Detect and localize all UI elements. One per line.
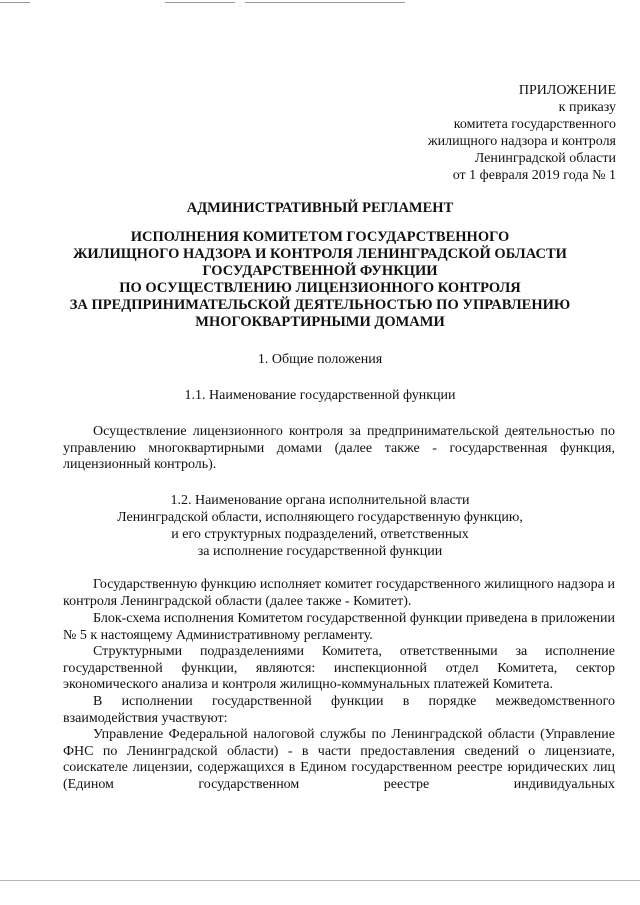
subtitle-line: ГОСУДАРСТВЕННОЙ ФУНКЦИИ bbox=[202, 263, 438, 279]
appendix-line: к приказу bbox=[558, 100, 616, 115]
appendix-line: ПРИЛОЖЕНИЕ bbox=[518, 83, 616, 98]
section-heading-line: и его структурных подразделений, ответственных bbox=[171, 527, 469, 542]
subtitle-line: ИСПОЛНЕНИЯ КОМИТЕТОМ ГОСУДАРСТВЕННОГО bbox=[130, 229, 510, 245]
section-heading-line: 1.2. Наименование органа исполнительной власти bbox=[170, 493, 470, 508]
section-heading-line: Ленинградской области, исполняющего государственную функцию, bbox=[117, 510, 523, 525]
section-heading-line: за исполнение государственной функции bbox=[197, 544, 443, 559]
scan-edge-line bbox=[245, 2, 405, 3]
document-subtitle bbox=[30, 229, 610, 331]
section-heading-1-2 bbox=[30, 492, 610, 560]
appendix-line: жилищного надзора и контроля bbox=[427, 134, 616, 149]
paragraph-function-name: Осуществление лицензионного контроля за предпринимательской деятельностью по управлению многоквартирными домами (далее также - государственная функция, лицензионный контроль). bbox=[63, 424, 615, 473]
subtitle-line: МНОГОКВАРТИРНЫМИ ДОМАМИ bbox=[195, 314, 445, 330]
document-title: АДМИНИСТРАТИВНЫЙ РЕГЛАМЕНТ bbox=[186, 200, 454, 216]
section-heading-1 bbox=[30, 351, 610, 368]
paragraph-fns: Управление Федеральной налоговой службы по Ленинградской области (Управление ФНС по Ленинградской области) - в части предоставления сведений о лицензиате, соискателе лицензии, содержащихся в Едином государственном реестре юридических лиц (Едином государственном реестре индивидуальных bbox=[63, 727, 615, 792]
paragraph-interaction: В исполнении государственной функции в порядке межведомственного взаимодействия участвуют: bbox=[63, 694, 615, 726]
paragraph-departments: Структурными подразделениями Комитета, ответственными за исполнение государственной функции, являются: инспекционной отдел Комитета, сектор экономического анализа и контроля жилищно-коммунальных платежей Комитета. bbox=[63, 644, 615, 693]
section-heading-text: 1.1. Наименование государственной функции bbox=[184, 388, 456, 403]
appendix-line: комитета государственного bbox=[453, 117, 616, 132]
subtitle-line: ЗА ПРЕДПРИНИМАТЕЛЬСКОЙ ДЕЯТЕЛЬНОСТЬЮ ПО УПРАВЛЕНИЮ bbox=[69, 297, 571, 313]
scan-edge-line bbox=[0, 880, 640, 881]
paragraph-flowchart: Блок-схема исполнения Комитетом государственной функции приведена в приложении № 5 к настоящему Административному регламенту. bbox=[63, 611, 615, 643]
section-heading-text: 1. Общие положения bbox=[257, 352, 383, 367]
appendix-line: Ленинградской области bbox=[474, 151, 616, 166]
scan-edge-line bbox=[165, 2, 235, 3]
scan-edge-line bbox=[0, 2, 30, 3]
section-heading-1-1 bbox=[30, 387, 610, 404]
appendix-line: от 1 февраля 2019 года № 1 bbox=[452, 168, 616, 183]
paragraph-executor: Государственную функцию исполняет комитет государственного жилищного надзора и контроля Ленинградской области (далее также - Комитет). bbox=[63, 577, 615, 609]
appendix-block bbox=[428, 82, 616, 184]
subtitle-line: ЖИЛИЩНОГО НАДЗОРА И КОНТРОЛЯ ЛЕНИНГРАДСКОЙ ОБЛАСТИ bbox=[73, 246, 567, 262]
subtitle-line: ПО ОСУЩЕСТВЛЕНИЮ ЛИЦЕНЗИОННОГО КОНТРОЛЯ bbox=[119, 280, 521, 296]
